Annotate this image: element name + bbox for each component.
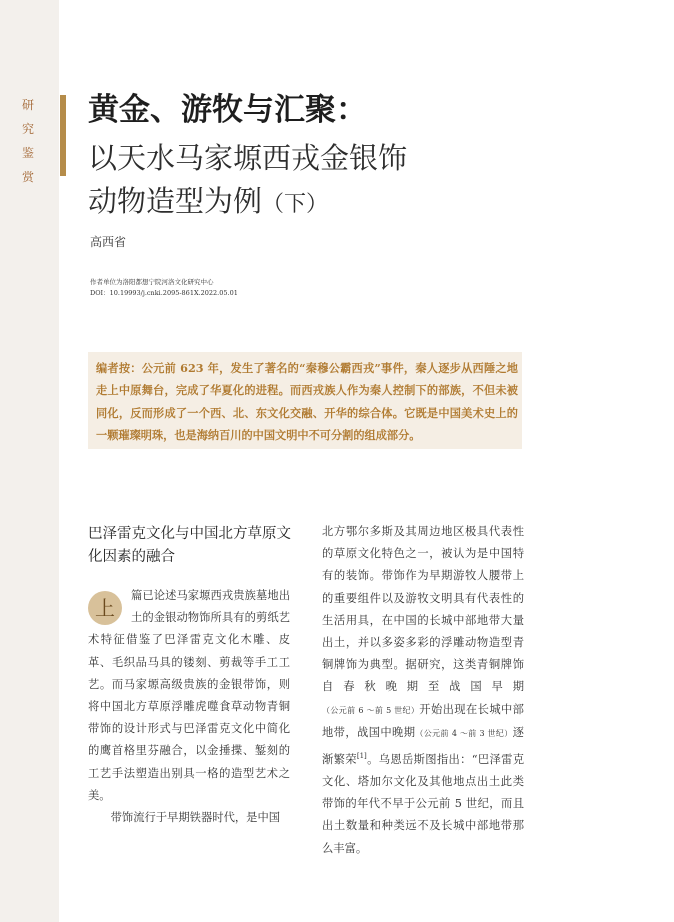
author-name: 高西省 bbox=[90, 235, 127, 249]
section-category-label bbox=[19, 93, 37, 189]
paragraph bbox=[322, 521, 524, 860]
body-column-right bbox=[322, 521, 524, 860]
date-note: （公元前 6 ～前 5 世纪） bbox=[322, 705, 420, 715]
doi: DOI：10.19993/j.cnki.2095-861X.2022.05.01 bbox=[90, 289, 238, 297]
reference-marker: [1] bbox=[356, 752, 367, 761]
paragraph bbox=[88, 585, 290, 807]
article-subtitle-line1: 以天水马家塬西戎金银饰 bbox=[88, 141, 408, 175]
paragraph-text: 。乌恩岳斯图指出：“巴泽雷克文化、塔加尔文化及其他地点出土此类带饰的年代不早于公元前 5 世纪，而且出土数量和种类远不及长城中部地带那么丰富。 bbox=[322, 752, 524, 855]
section-heading: 巴泽雷克文化与中国北方草原文化因素的融合 bbox=[88, 526, 291, 565]
paragraph-text: 北方鄂尔多斯及其周边地区极具代表性的草原文化特色之一，被认为是中国特有的装饰。带饰作为早期游牧人腰带上的重要组件以及游牧文明具有代表性的生活用具，在中国的长城中部地带大量出土，并以多姿多彩的浮雕动物造型青铜牌饰为典型。据研究，这类青铜牌饰自春秋晚期至战国早期 bbox=[322, 525, 524, 694]
subtitle-text: 动物造型为例 bbox=[88, 184, 263, 218]
paragraph-text: 篇已论述马家塬西戎贵族墓地出土的金银动物饰所具有的剪纸艺术特征借鉴了巴泽雷克文化木雕、皮革、毛织品马具的镂刻、剪裁等手工工艺。而马家塬高级贵族的金银带饰，则将中国北方草原浮雕虎噬食草动物青铜带饰的设计形式与巴泽雷克文化中简化的鹰首格里芬融合，以金捶揲、錾刻的工艺手法塑造出别具一格的造型艺术之美。 bbox=[88, 589, 290, 802]
drop-cap: 上 bbox=[88, 591, 122, 625]
category-char: 究 bbox=[21, 122, 34, 136]
category-char: 赏 bbox=[21, 170, 34, 184]
article-subtitle-line2 bbox=[88, 181, 328, 225]
author-affiliation: 作者单位为洛阳都想宁院河洛文化研究中心 bbox=[90, 278, 214, 286]
paragraph: 带饰流行于早期铁器时代，是中国 bbox=[110, 811, 281, 825]
article-title-main: 黄金、游牧与汇聚： bbox=[88, 92, 367, 128]
title-accent-bar bbox=[60, 95, 66, 176]
part-marker: （下） bbox=[262, 192, 329, 217]
paragraph-text: 开始出现在长城中部地带，战国中晚期 bbox=[322, 702, 524, 739]
date-note: （公元前 4 ～前 3 世纪） bbox=[415, 728, 513, 738]
category-char: 研 bbox=[21, 98, 34, 112]
body-column-left bbox=[88, 585, 290, 829]
editor-note: 编者按：公元前 623 年，发生了著名的“秦穆公霸西戎”事件，秦人逐步从西陲之地走上中原舞台，完成了华夏化的进程。而西戎族人作为秦人控制下的部族，不但未被同化，反而形成了一个西、北、东文化交融、开华的综合体。它既是中国美术史上的一颗璀璨明珠，也是海纳百川的中国文明中不可分割的组成部分。 bbox=[96, 361, 518, 442]
article-meta bbox=[90, 277, 238, 299]
paragraph-text: 逐渐繁荣 bbox=[322, 725, 524, 766]
category-char: 鉴 bbox=[21, 146, 34, 160]
